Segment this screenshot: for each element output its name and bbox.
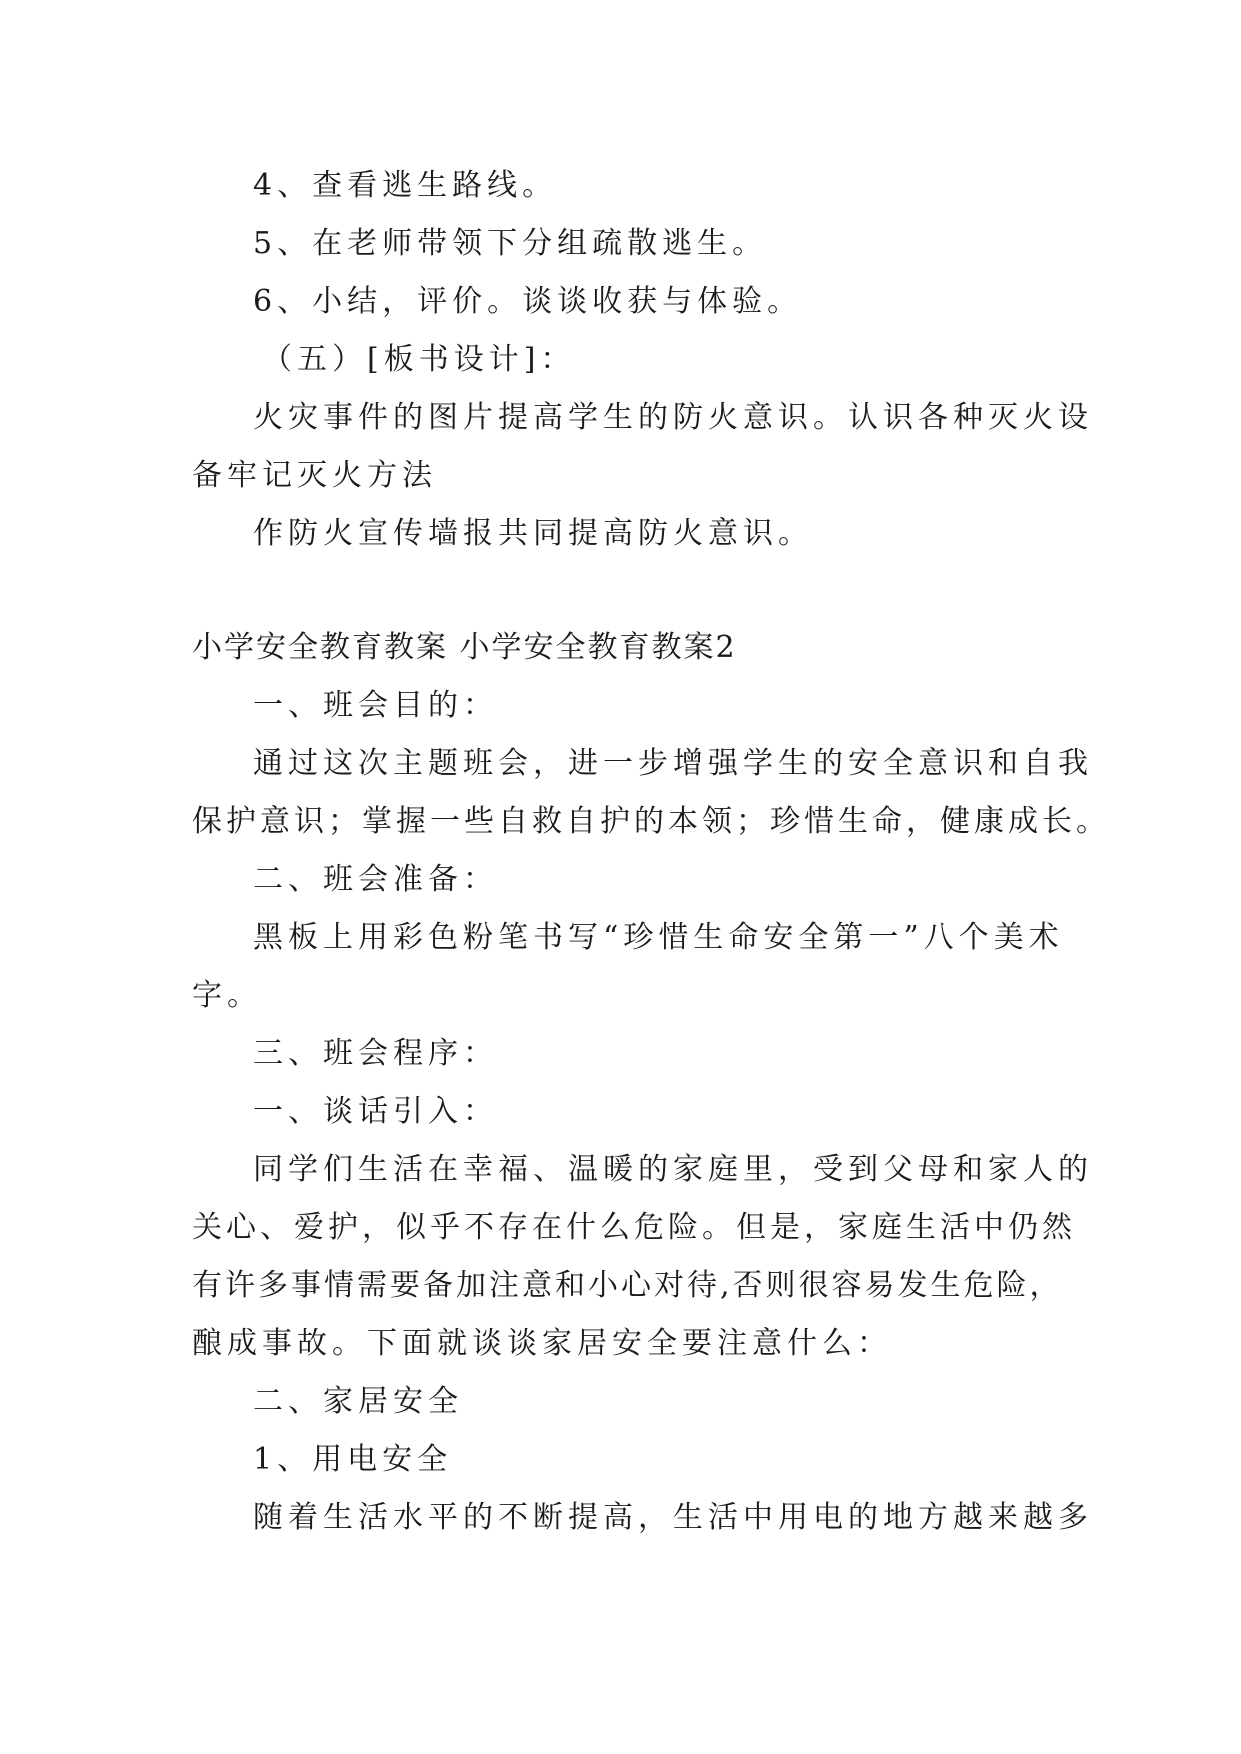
paragraph-line: 同学们生活在幸福、温暖的家庭里，受到父母和家人的: [253, 1152, 1093, 1187]
paragraph-line: 保护意识；掌握一些自救自护的本领；珍惜生命，健康成长。: [192, 804, 1110, 839]
paragraph-line: 作防火宣传墙报共同提高防火意识。: [253, 516, 813, 551]
paragraph-line: 火灾事件的图片提高学生的防火意识。认识各种灭火设: [253, 400, 1093, 435]
paragraph-line: 酿成事故。下面就谈谈家居安全要注意什么：: [192, 1326, 892, 1361]
paragraph-line: 通过这次主题班会，进一步增强学生的安全意识和自我: [253, 746, 1093, 781]
paragraph-line: 5、在老师带领下分组疏散逃生。: [253, 226, 768, 261]
paragraph-line: 黑板上用彩色粉笔书写“珍惜生命安全第一”八个美术: [253, 920, 1064, 955]
section-heading: 二、班会准备：: [253, 862, 498, 897]
document-title: 小学安全教育教案 小学安全教育教案2: [192, 630, 737, 665]
section-heading: 1、用电安全: [253, 1442, 453, 1477]
section-heading: 一、班会目的：: [253, 688, 498, 723]
section-heading: 一、谈话引入：: [253, 1094, 498, 1129]
section-heading: 二、家居安全: [253, 1384, 463, 1419]
paragraph-line: 6、小结，评价。谈谈收获与体验。: [253, 284, 803, 319]
paragraph-line: 关心、爱护，似乎不存在什么危险。但是，家庭生活中仍然: [192, 1210, 1076, 1245]
paragraph-line: 有许多事情需要备加注意和小心对待,否则很容易发生危险，: [192, 1268, 1063, 1303]
paragraph-line: 4、查看逃生路线。: [253, 168, 558, 203]
paragraph-line: 字。: [192, 978, 262, 1013]
section-heading: （五）[板书设计]：: [262, 342, 576, 377]
paragraph-line: 备牢记灭火方法: [192, 458, 437, 493]
paragraph-line: 随着生活水平的不断提高，生活中用电的地方越来越多: [253, 1500, 1093, 1535]
section-heading: 三、班会程序：: [253, 1036, 498, 1071]
